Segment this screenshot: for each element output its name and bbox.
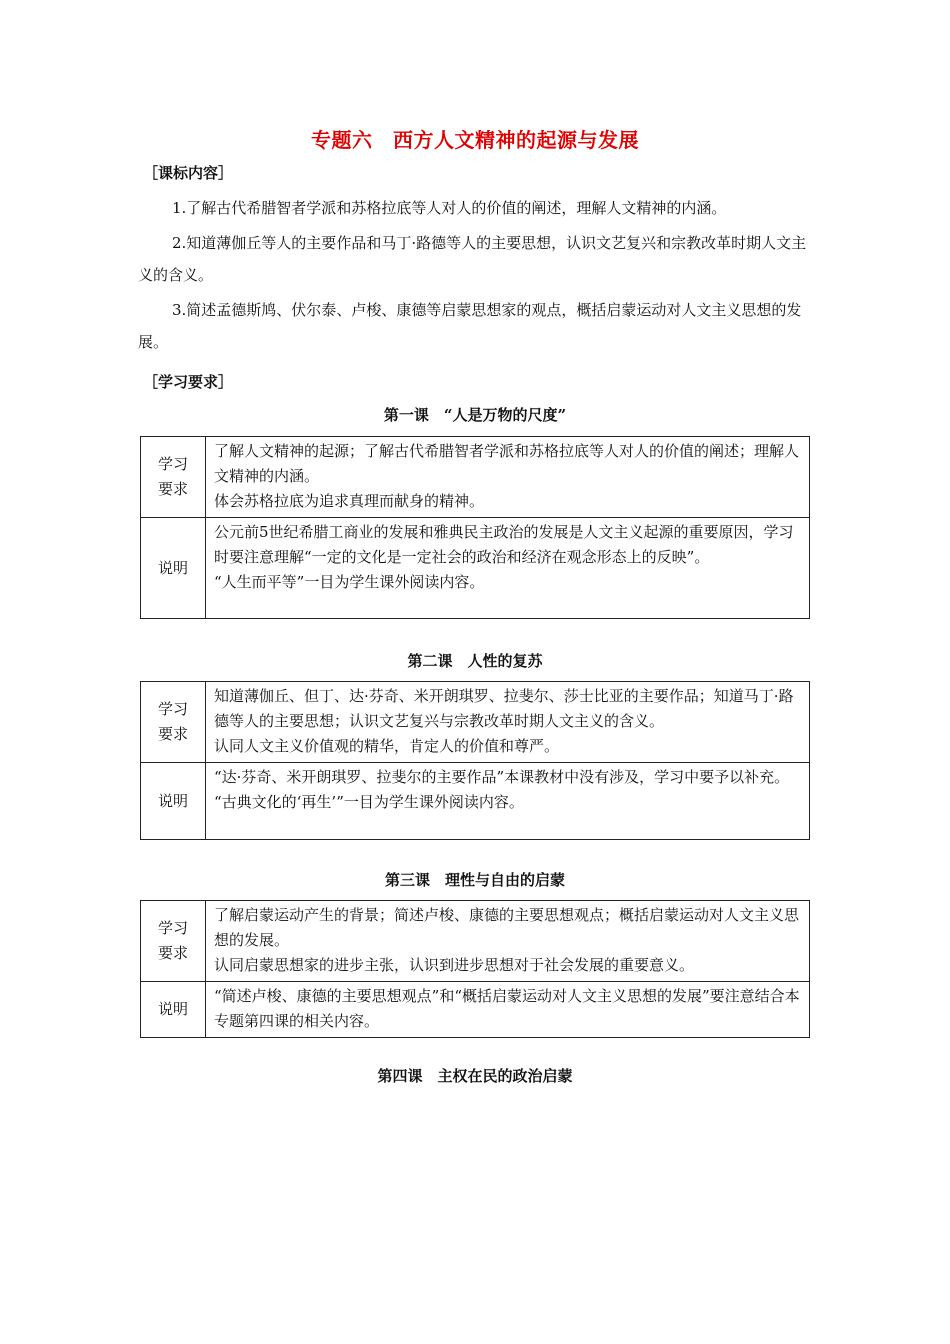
- requirements-heading: ［学习要求］: [143, 373, 234, 391]
- curriculum-item-1: 1.了解古代希腊智者学派和苏格拉底等人对人的价值的阐述，理解人文精神的内涵。: [172, 199, 727, 217]
- curriculum-item-2: 2.知道薄伽丘等人的主要作品和马丁·路德等人的主要思想，认识文艺复兴和宗教改革时期人文主义的含义。: [138, 234, 807, 284]
- table-row: [141, 682, 810, 763]
- req-content-cell: 了解人文精神的起源；了解古代希腊智者学派和苏格拉底等人对人的价值的阐述；理解人文精神的内涵。 体会苏格拉底为追求真理而献身的精神。: [206, 437, 810, 518]
- lesson-4-title: 第四课 主权在民的政治启蒙: [377, 1067, 573, 1085]
- note-label-cell: 说明: [141, 763, 206, 840]
- lesson-3-title: 第三课 理性与自由的启蒙: [384, 871, 565, 889]
- note-label-cell: 说明: [141, 982, 206, 1038]
- table-row: [141, 518, 810, 619]
- req-label-cell: 学习 要求: [141, 901, 206, 982]
- note-content-cell: 公元前5世纪希腊工商业的发展和雅典民主政治的发展是人文主义起源的重要原因，学习时要注意理解“一定的文化是一定社会的政治和经济在观念形态上的反映”。 “人生而平等”一目为学生课外阅读内容。: [206, 518, 810, 619]
- req-content-cell: 了解启蒙运动产生的背景；简述卢梭、康德的主要思想观点；概括启蒙运动对人文主义思想的发展。 认同启蒙思想家的进步主张，认识到进步思想对于社会发展的重要意义。: [206, 901, 810, 982]
- lesson-3-table: [140, 900, 810, 1038]
- req-label-cell: 学习 要求: [141, 682, 206, 763]
- lesson-2-table: [140, 681, 810, 840]
- table-row: [141, 437, 810, 518]
- curriculum-heading: ［课标内容］: [143, 164, 234, 182]
- req-label-cell: 学习 要求: [141, 437, 206, 518]
- table-row: [141, 982, 810, 1038]
- note-content-cell: “简述卢梭、康德的主要思想观点”和“概括启蒙运动对人文主义思想的发展”要注意结合本专题第四课的相关内容。: [206, 982, 810, 1038]
- lesson-2-title: 第二课 人性的复苏: [407, 652, 543, 670]
- table-row: [141, 763, 810, 840]
- req-content-cell: 知道薄伽丘、但丁、达·芬奇、米开朗琪罗、拉斐尔、莎士比亚的主要作品；知道马丁·路德等人的主要思想；认识文艺复兴与宗教改革时期人文主义的含义。 认同人文主义价值观的精华，肯定人的价值和尊严。: [206, 682, 810, 763]
- note-label-cell: 说明: [141, 518, 206, 619]
- curriculum-item-3: 3.简述孟德斯鸠、伏尔泰、卢梭、康德等启蒙思想家的观点，概括启蒙运动对人文主义思想的发展。: [138, 301, 802, 351]
- table-row: [141, 901, 810, 982]
- lesson-1-title: 第一课 “人是万物的尺度”: [383, 406, 567, 424]
- page-title: 专题六 西方人文精神的起源与发展: [311, 128, 639, 152]
- lesson-1-table: [140, 436, 810, 619]
- note-content-cell: “达·芬奇、米开朗琪罗、拉斐尔的主要作品”本课教材中没有涉及，学习中要予以补充。 “古典文化的‘再生’”一目为学生课外阅读内容。: [206, 763, 810, 840]
